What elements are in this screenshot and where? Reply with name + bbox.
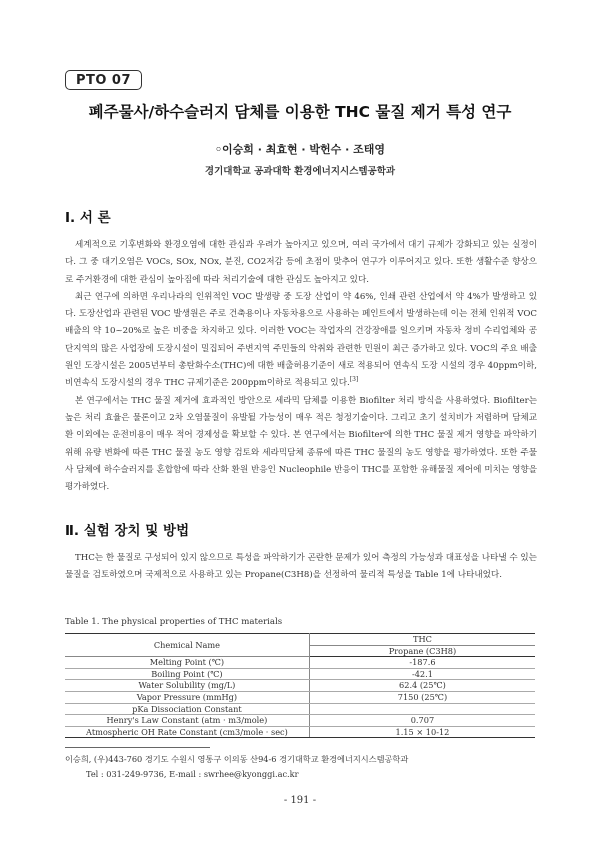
table-caption: Table 1. The physical properties of THC materials [65,617,283,627]
table-header-thc: THC [309,634,535,646]
section-heading-introduction: Ⅰ. 서 론 [65,210,111,226]
table-cell-property: Boiling Point (℃) [65,668,309,680]
citation-mark: [3] [349,376,359,384]
table-cell-property: pKa Dissociation Constant [65,703,309,715]
table-row [65,680,535,692]
table-cell-value: 62.4 (25℃) [309,680,535,692]
table-header-chemical-name: Chemical Name [65,634,309,657]
intro-paragraph-1: 세계적으로 기후변화와 환경오염에 대한 관심과 우려가 높아지고 있으며, 여러 국가에서 대기 규제가 강화되고 있는 실정이다. 그 중 대기오염은 VOCs, SOx, NOx, 분진, CO2저감 등에 초점이 맞추어 연구가 이루어지고 있다. 또한 생활수준 향상으로 주거환경에 대한 관심이 높아짐에 따라 처리기술에 대한 관심도 높아지고 있다. [65,240,537,285]
table-header-propane: Propane (C3H8) [309,645,535,657]
intro-paragraph-2 [65,289,537,393]
table-row [65,715,535,727]
intro-paragraph-2-text: 최근 연구에 의하면 우리나라의 인위적인 VOC 발생량 중 도장 산업이 약 46%, 인쇄 관련 산업에서 약 4%가 발생하고 있다. 도장산업과 관련된 VOC 발생원은 주로 건축용이나 자동차용으로 사용하는 페인트에서 발생하는데 이는 전체 인위적 VOC배출의 약 10~20%로 높은 비중을 차지하고 있다. 이러한 VOC는 작업자의 건강장애를 일으키며 자동차 정비 수리업체와 공단지역의 많은 사업장에 도장시설이 밀집되어 주변지역 주민들의 악취와 관련한 민원이 최근 증가하고 있다. VOC의 주요 배출원인 도장시설은 2005년부터 총탄화수소(THC)에 대한 배출허용기준이 새로 적용되어 연속식 도장 시설의 경우 40ppm이하, 비연속식 도장시설의 경우 THC 규제기준은 200ppm이하로 적용되고 있다. [65,291,537,389]
table-cell-property: Vapor Pressure (mmHg) [65,691,309,703]
footnote-address: 이승희, (우)443-760 경기도 수원시 영통구 이의동 산94-6 경기대학교 환경에너지시스템공학과 [65,754,409,764]
table-cell-value [309,703,535,715]
table-row [65,691,535,703]
table-row [65,726,535,738]
section-heading-methods: Ⅱ. 실험 장치 및 방법 [65,523,190,539]
table-row [65,668,535,680]
introduction-body [65,237,537,496]
table-row [65,703,535,715]
table-cell-property: Atmospheric OH Rate Constant (cm3/mole · sec) [65,726,309,738]
session-code-badge: PTO 07 [65,70,142,90]
intro-paragraph-3: 본 연구에서는 THC 물질 제거에 효과적인 방안으로 세라믹 담체를 이용한 Biofilter 처리 방식을 사용하였다. Biofilter는 높은 처리 효율은 물론이고 2차 오염물질이 유발될 가능성이 매우 적은 청정기술이다. 그리고 초기 설치비가 저렴하며 담체교환 이외에는 운전비용이 매우 적어 경제성을 확보할 수 있다. 본 연구에서는 Biofilter에 의한 THC 물질 제거 영향을 파악하기 위해 유량 변화에 따른 THC 물질 농도 영향 검토와 세라믹담체 종류에 따른 THC 물질의 농도 영향을 평가하였다. 또한 주물사 담체에 하수슬러지를 혼합함에 따라 산화 환원 반응인 Nucleophile 반응이 THC를 포함한 유해물질 제어에 미치는 영향을 평가하였다. [65,395,537,493]
table-cell-property: Henry's Law Constant (atm · m3/mole) [65,715,309,727]
table-cell-value: 7150 (25℃) [309,691,535,703]
footnote-contact: Tel : 031-249-9736, E-mail : swrhee@kyonggi.ac.kr [86,769,299,779]
affiliation: 경기대학교 공과대학 환경에너지시스템공학과 [204,166,396,177]
table-cell-property: Water Solubility (mg/L) [65,680,309,692]
methods-body [65,550,537,585]
table-cell-property: Melting Point (℃) [65,657,309,669]
footnote-divider [65,747,210,748]
table-cell-value: -42.1 [309,668,535,680]
footnote [65,752,408,782]
properties-table [65,633,535,738]
table-cell-value: -187.6 [309,657,535,669]
author-list: ◦이승희 · 최효현 · 박헌수 · 조태영 [214,143,386,156]
table-row [65,657,535,669]
paper-title: 폐주물사/하수슬러지 담체를 이용한 THC 물질 제거 특성 연구 [88,103,512,121]
table-cell-value: 0.707 [309,715,535,727]
page-number: - 191 - [283,795,317,806]
table-body [65,657,535,738]
table-cell-value: 1.15 × 10-12 [309,726,535,738]
methods-paragraph-1: THC는 한 물질로 구성되어 있지 않으므로 특성을 파악하기가 곤란한 문제가 있어 측정의 가능성과 대표성을 나타낼 수 있는 물질을 검토하였으며 국제적으로 사용하고 있는 Propane(C3H8)을 선정하여 물리적 특성을 Table 1에 나타내었다. [65,553,537,581]
